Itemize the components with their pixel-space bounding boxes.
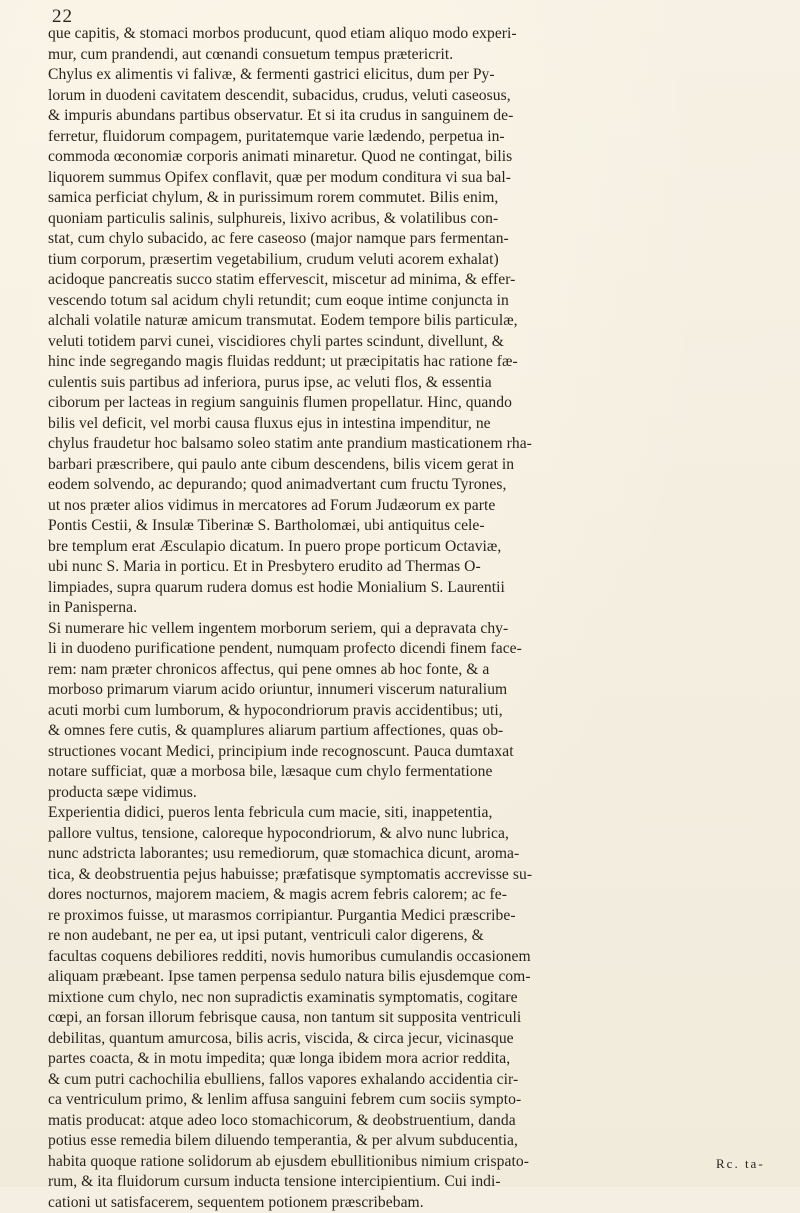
text-line: tium corporum, præsertim vegetabilium, crudum veluti acorem exhalat) [48, 250, 764, 271]
text-line: ut nos præter alios vidimus in mercatores ad Forum Judæorum ex parte [48, 496, 764, 517]
text-line: dores nocturnos, majorem maciem, & magis acrem febris calorem; ac fe- [48, 885, 764, 906]
text-line: culentis suis partibus ad inferiora, purus ipse, ac veluti flos, & essentia [48, 373, 764, 394]
text-line: vescendo totum sal acidum chyli retundit; cum eoque intime conjuncta in [48, 291, 764, 312]
text-line: cationi ut satisfacerem, sequentem potionem præscribebam. [48, 1193, 764, 1213]
text-line: tica, & deobstruentia pejus habuisse; præfatisque symptomatis accrevisse su- [48, 865, 764, 886]
text-line: notare sufficiat, quæ a morbosa bile, læsaque cum chylo fermentatione [48, 762, 764, 783]
text-line: chylus fraudetur hoc balsamo soleo statim ante prandium masticationem rha- [48, 434, 764, 455]
text-line: bilis vel deficit, vel morbi causa fluxus ejus in intestina impenditur, ne [48, 414, 764, 435]
text-line: mixtione cum chylo, nec non supradictis examinatis symptomatis, cogitare [48, 988, 764, 1009]
text-line: Si numerare hic vellem ingentem morborum seriem, qui a depravata chy- [48, 619, 764, 640]
text-line: Experientia didici, pueros lenta febricula cum macie, siti, inappetentia, [48, 803, 764, 824]
text-line: Chylus ex alimentis vi falivæ, & fermenti gastrici elicitus, dum per Py- [48, 65, 764, 86]
catchword: Rc. ta- [716, 1156, 765, 1172]
text-line: matis producat: atque adeo loco stomachicorum, & deobstruentium, danda [48, 1111, 764, 1132]
text-line: acuti morbi cum lumborum, & hypocondriorum pravis accidentibus; uti, [48, 701, 764, 722]
text-line: quoniam particulis salinis, sulphureis, lixivo acribus, & volatilibus con- [48, 209, 764, 230]
text-line: & impuris abundans partibus observatur. Et si ita crudus in sanguinem de- [48, 106, 764, 127]
text-line: liquorem summus Opifex conflavit, quæ per modum conditura vi sua bal- [48, 168, 764, 189]
text-line: barbari præscribere, qui paulo ante cibum descendens, bilis vicem gerat in [48, 455, 764, 476]
text-line: commoda œconomiæ corporis animati minaretur. Quod ne contingat, bilis [48, 147, 764, 168]
text-line: mur, cum prandendi, aut cœnandi consuetum tempus prætericrit. [48, 45, 764, 66]
text-line: samica perficiat chylum, & in purissimum rorem commutet. Bilis enim, [48, 188, 764, 209]
text-line: producta sæpe vidimus. [48, 783, 764, 804]
text-line: alchali volatile naturæ amicum transmutat. Eodem tempore bilis particulæ, [48, 311, 764, 332]
text-line: ca ventriculum primo, & lenlim affusa sanguini febrem cum sociis sympto- [48, 1090, 764, 1111]
text-line: cœpi, an forsan illorum febrisque causa, non tantum sit supposita ventriculi [48, 1008, 764, 1029]
text-line: veluti totidem parvi cunei, viscidiores chyli partes scindunt, divellunt, & [48, 332, 764, 353]
text-line: rum, & ita fluidorum cursum inducta tensione intercipientium. Cui indi- [48, 1172, 764, 1193]
text-line: re proximos fuisse, ut marasmos corripiantur. Purgantia Medici præscribe- [48, 906, 764, 927]
text-line: stat, cum chylo subacido, ac fere caseoso (major namque pars fermentan- [48, 229, 764, 250]
body-text [48, 24, 764, 1213]
text-line: ferretur, fluidorum compagem, puritatemque varie lædendo, perpetua in- [48, 127, 764, 148]
text-line: hinc inde segregando magis fluidas reddunt; ut præcipitatis hac ratione fæ- [48, 352, 764, 373]
text-line: partes coacta, & in motu impedita; quæ longa ibidem mora acrior reddita, [48, 1049, 764, 1070]
text-line: habita quoque ratione solidorum ab ejusdem ebullitionibus nimium crispato- [48, 1152, 764, 1173]
text-line: ciborum per lacteas in regium sanguinis flumen propellatur. Hinc, quando [48, 393, 764, 414]
text-line: facultas coquens debiliores redditi, novis humoribus cumulandis occasionem [48, 947, 764, 968]
text-line: li in duodeno purificatione pendent, numquam profecto dicendi finem face- [48, 639, 764, 660]
text-line: bre templum erat Æsculapio dicatum. In puero prope porticum Octaviæ, [48, 537, 764, 558]
page-number: 22 [52, 6, 73, 28]
text-line: acidoque pancreatis succo statim effervescit, miscetur ad minima, & effer- [48, 270, 764, 291]
text-line: in Panisperna. [48, 598, 764, 619]
text-line: aliquam præbeant. Ipse tamen perpensa sedulo natura bilis ejusdemque com- [48, 967, 764, 988]
text-line: limpiades, supra quarum rudera domus est hodie Monialium S. Laurentii [48, 578, 764, 599]
text-line: pallore vultus, tensione, caloreque hypocondriorum, & alvo nunc lubrica, [48, 824, 764, 845]
text-line: nunc adstricta laborantes; usu remediorum, quæ stomachica dicunt, aroma- [48, 844, 764, 865]
text-line: debilitas, quantum amurcosa, bilis acris, viscida, & circa jecur, vicinasque [48, 1029, 764, 1050]
text-line: morboso primarum viarum acido oriuntur, innumeri viscerum naturalium [48, 680, 764, 701]
text-line: eodem solvendo, ac depurando; quod animadvertant cum fructu Tyrones, [48, 475, 764, 496]
text-line: que capitis, & stomaci morbos producunt, quod etiam aliquo modo experi- [48, 24, 764, 45]
text-line: structiones vocant Medici, principium inde recognoscunt. Pauca dumtaxat [48, 742, 764, 763]
text-line: potius esse remedia bilem diluendo temperantia, & per alvum subducentia, [48, 1131, 764, 1152]
text-line: re non audebant, ne per ea, ut ipsi putant, ventriculi calor digerens, & [48, 926, 764, 947]
text-line: & cum putri cachochilia ebulliens, fallos vapores exhalando accidentia cir- [48, 1070, 764, 1091]
text-line: lorum in duodeni cavitatem descendit, subacidus, crudus, veluti caseosus, [48, 86, 764, 107]
text-line: rem: nam præter chronicos affectus, qui pene omnes ab hoc fonte, & a [48, 660, 764, 681]
text-line: ubi nunc S. Maria in porticu. Et in Presbytero erudito ad Thermas O- [48, 557, 764, 578]
text-line: Pontis Cestii, & Insulæ Tiberinæ S. Bartholomæi, ubi antiquitus cele- [48, 516, 764, 537]
text-line: & omnes fere cutis, & quamplures aliarum partium affectiones, quas ob- [48, 721, 764, 742]
